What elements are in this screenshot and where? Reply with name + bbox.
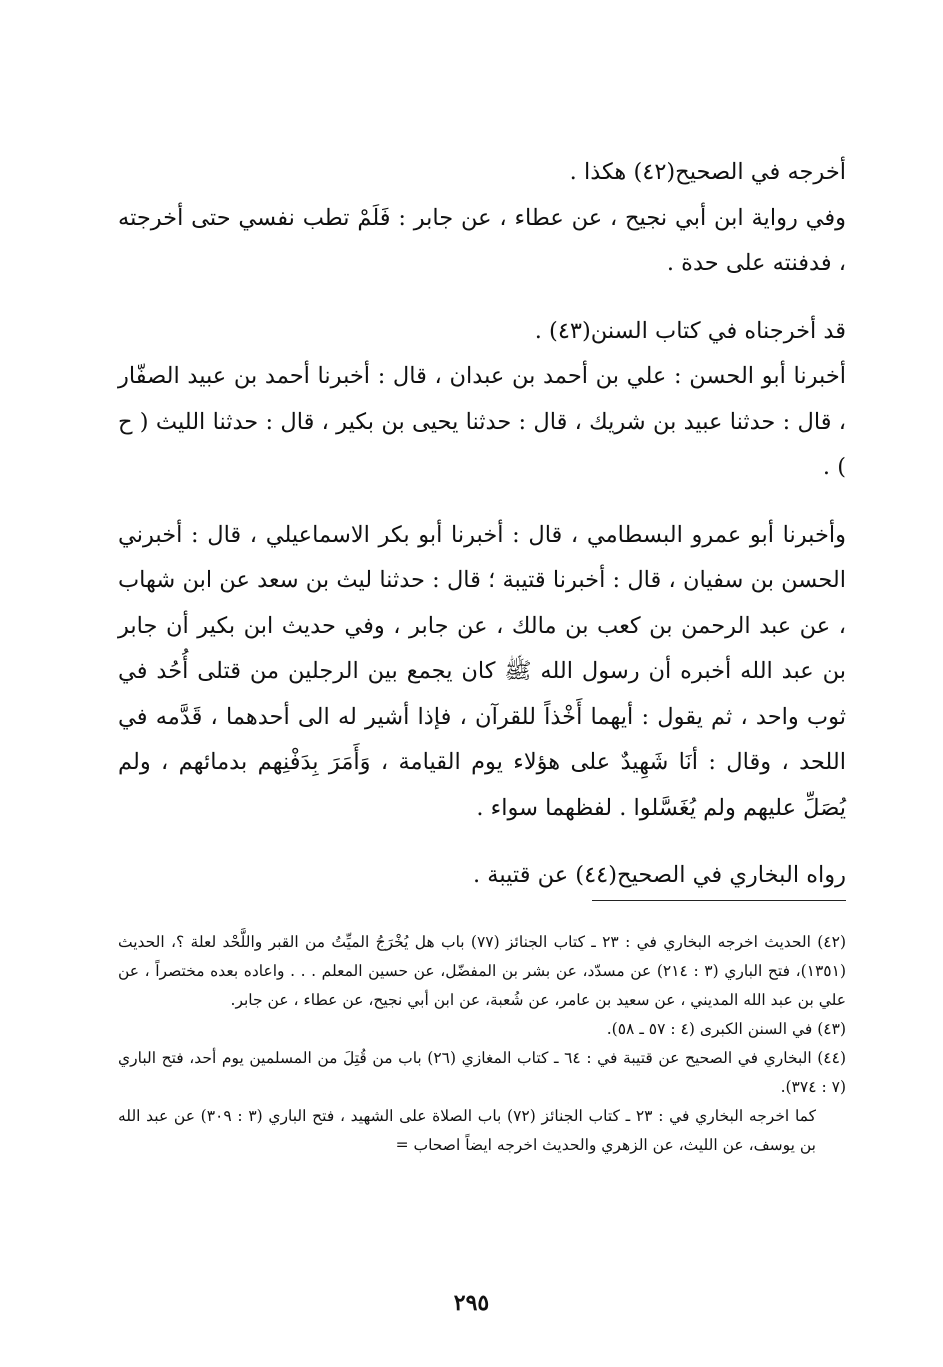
paragraph-2: وفي رواية ابن أبي نجيح ، عن عطاء ، عن جابر : فَلَمْ تطب نفسي حتى أخرجته ، فدفنته على حدة . bbox=[118, 204, 846, 276]
page-number: ٢٩٥ bbox=[453, 1290, 490, 1316]
main-text bbox=[118, 150, 846, 899]
footnote-44-continuation: كما اخرجه البخاري في : ٢٣ ـ كتاب الجنائز (٧٢) باب الصلاة على الشهيد ، فتح الباري (٣ : ٣٠٩) عن عبد الله بن يوسف، عن الليث، عن الزهري والحديث اخرجه ايضاً اصحاب = bbox=[118, 1107, 817, 1154]
footnote-separator bbox=[592, 900, 846, 901]
paragraph-1: أخرجه في الصحيح(٤٢) هكذا . bbox=[569, 159, 846, 185]
footnote-44: (٤٤) البخاري في الصحيح عن قتيبة في : ٦٤ ـ كتاب المغازي (٢٦) باب من قُتِلَ من المسلمين يوم أحد، فتح الباري (٧ : ٣٧٤). bbox=[118, 1049, 847, 1096]
footnote-43: (٤٣) في السنن الكبرى (٤ : ٥٧ ـ ٥٨). bbox=[606, 1020, 846, 1038]
paragraph-6: رواه البخاري في الصحيح(٤٤) عن قتيبة . bbox=[472, 862, 846, 888]
paragraph-3: قد أخرجناه في كتاب السنن(٤٣) . bbox=[534, 317, 846, 344]
footnotes bbox=[118, 928, 846, 1160]
footnote-42: (٤٢) الحديث اخرجه البخاري في : ٢٣ ـ كتاب الجنائز (٧٧) باب هل يُخْرَجُ الميِّتُ من القبر واللَّحْد لعلة ؟، الحديث (١٣٥١)، فتح الباري (٣ : ٢١٤) عن مسدّد، عن بشر بن المفضّل، عن حسين المعلم . . . واعاده بعده مختصراً ، عن علي بن عبد الله المديني ، عن سعيد بن عامر، عن شُعبة، عن ابن أبي نجيح، عن عطاء ، عن جابر. bbox=[118, 933, 847, 1009]
paragraph-5: وأخبرنا أبو عمرو البسطامي ، قال : أخبرنا أبو بكر الاسماعيلي ، قال : أخبرني الحسن بن سفيان ، قال : أخبرنا قتيبة ؛ قال : حدثنا ليث بن سعد عن ابن شهاب ، عن عبد الرحمن بن كعب بن مالك ، عن جابر ، وفي حديث ابن بكير أن جابر بن عبد الله أخبره أن رسول الله ﷺ كان يجمع بين الرجلين من قتلى أُحُد في ثوب واحد ، ثم يقول : أيهما أَخْذاً للقرآن ، فإذا أشير له الى أحدهما ، قَدَّمه في اللحد ، وقال : أنَا شَهِيدٌ على هؤلاء يوم القيامة ، وَأَمَرَ بِدَفْنِهم بدمائهم ، ولم يُصَلِّ عليهم ولم يُغَسَّلوا . لفظهما سواء . bbox=[118, 521, 846, 821]
paragraph-4: أخبرنا أبو الحسن : علي بن أحمد بن عبدان ، قال : أخبرنا أحمد بن عبيد الصفّار ، قال : حدثنا عبيد بن شريك ، قال : حدثنا يحيى بن بكير ، قال : حدثنا الليث ( ح ) . bbox=[118, 363, 846, 480]
